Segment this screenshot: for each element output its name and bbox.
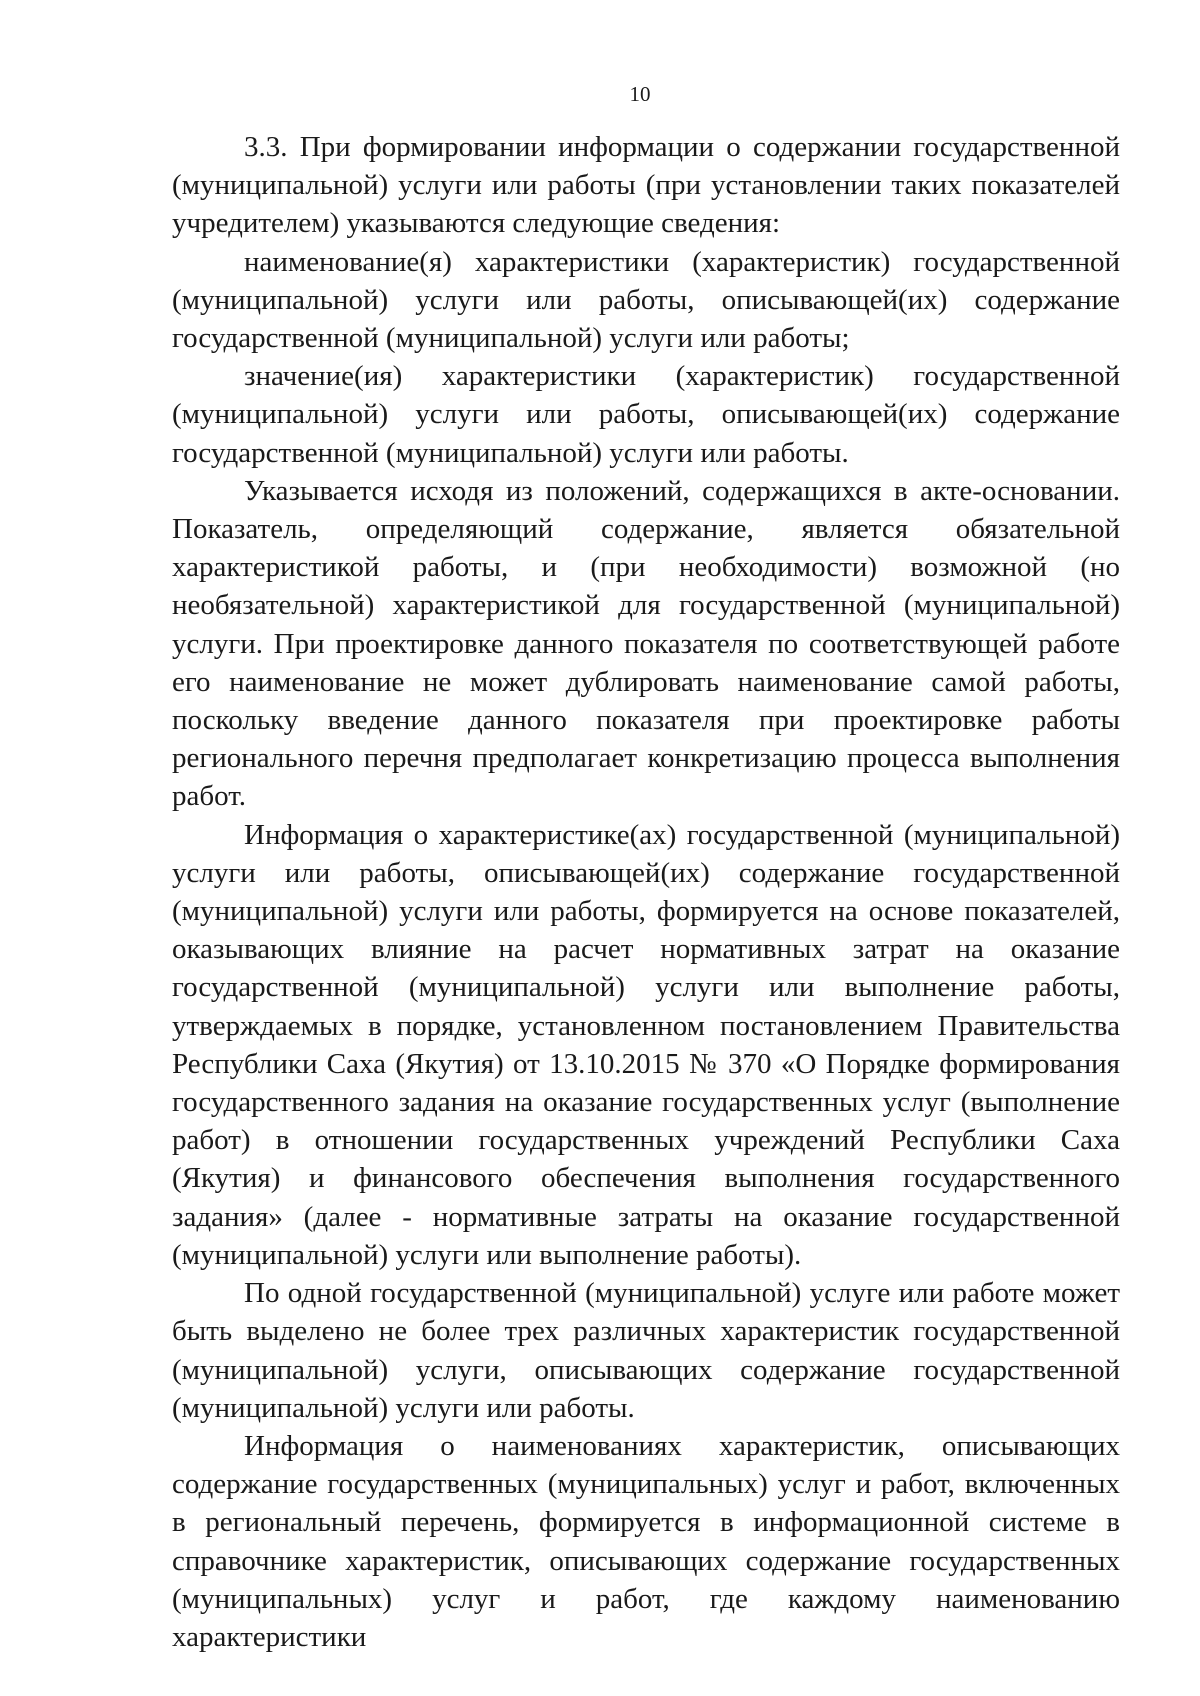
page-number: 10	[629, 82, 651, 106]
paragraph-max-characteristics: По одной государственной (муниципальной) услуге или работе может быть выделено не более трех различных характеристик государственной (муниципальной) услуги, описывающих содержание государственной (муниципальной) услуги или работы.	[172, 1277, 1120, 1424]
paragraph-information-system: Информация о наименованиях характеристик, описывающих содержание государственных (муниципальных) услуг и работ, включенных в региональный перечень, формируется в информационной системе в справочнике характеристик, описывающих содержание государственных (муниципальных) услуг и работ, где каждому наименованию характеристики	[172, 1429, 1120, 1653]
paragraph-3-3-intro: 3.3. При формировании информации о содержании государственной (муниципальной) услуги или работы (при установлении таких показателей учредителем) указываются следующие сведения:	[172, 131, 1120, 240]
document-body	[172, 128, 1120, 1656]
paragraph-act-basis: Указывается исходя из положений, содержащихся в акте-основании. Показатель, определяющий содержание, является обязательной характеристикой работы, и (при необходимости) возможной (но необязательной) характеристикой для государственной (муниципальной) услуги. При проектировке данного показателя по соответствующей работе его наименование не может дублировать наименование самой работы, поскольку введение данного показателя при проектировке работы регионального перечня предполагает конкретизацию процесса выполнения работ.	[172, 474, 1120, 813]
paragraph-characteristic-information: Информация о характеристике(ах) государственной (муниципальной) услуги или работы, описывающей(их) содержание государственной (муниципальной) услуги или работы, формируется на основе показателей, оказывающих влияние на расчет нормативных затрат на оказание государственной (муниципальной) услуги или выполнение работы, утверждаемых в порядке, установленном постановлением Правительства Республики Саха (Якутия) от 13.10.2015 № 370 «О Порядке формирования государственного задания на оказание государственных услуг (выполнение работ) в отношении государственных учреждений Республики Саха (Якутия) и финансового обеспечения выполнения государственного задания» (далее - нормативные затраты на оказание государственной (муниципальной) услуги или выполнение работы).	[172, 818, 1120, 1271]
paragraph-characteristic-values: значение(ия) характеристики (характеристик) государственной (муниципальной) услуги или работы, описывающей(их) содержание государственной (муниципальной) услуги или работы.	[172, 360, 1120, 469]
paragraph-characteristic-names: наименование(я) характеристики (характеристик) государственной (муниципальной) услуги или работы, описывающей(их) содержание государственной (муниципальной) услуги или работы;	[172, 245, 1120, 355]
